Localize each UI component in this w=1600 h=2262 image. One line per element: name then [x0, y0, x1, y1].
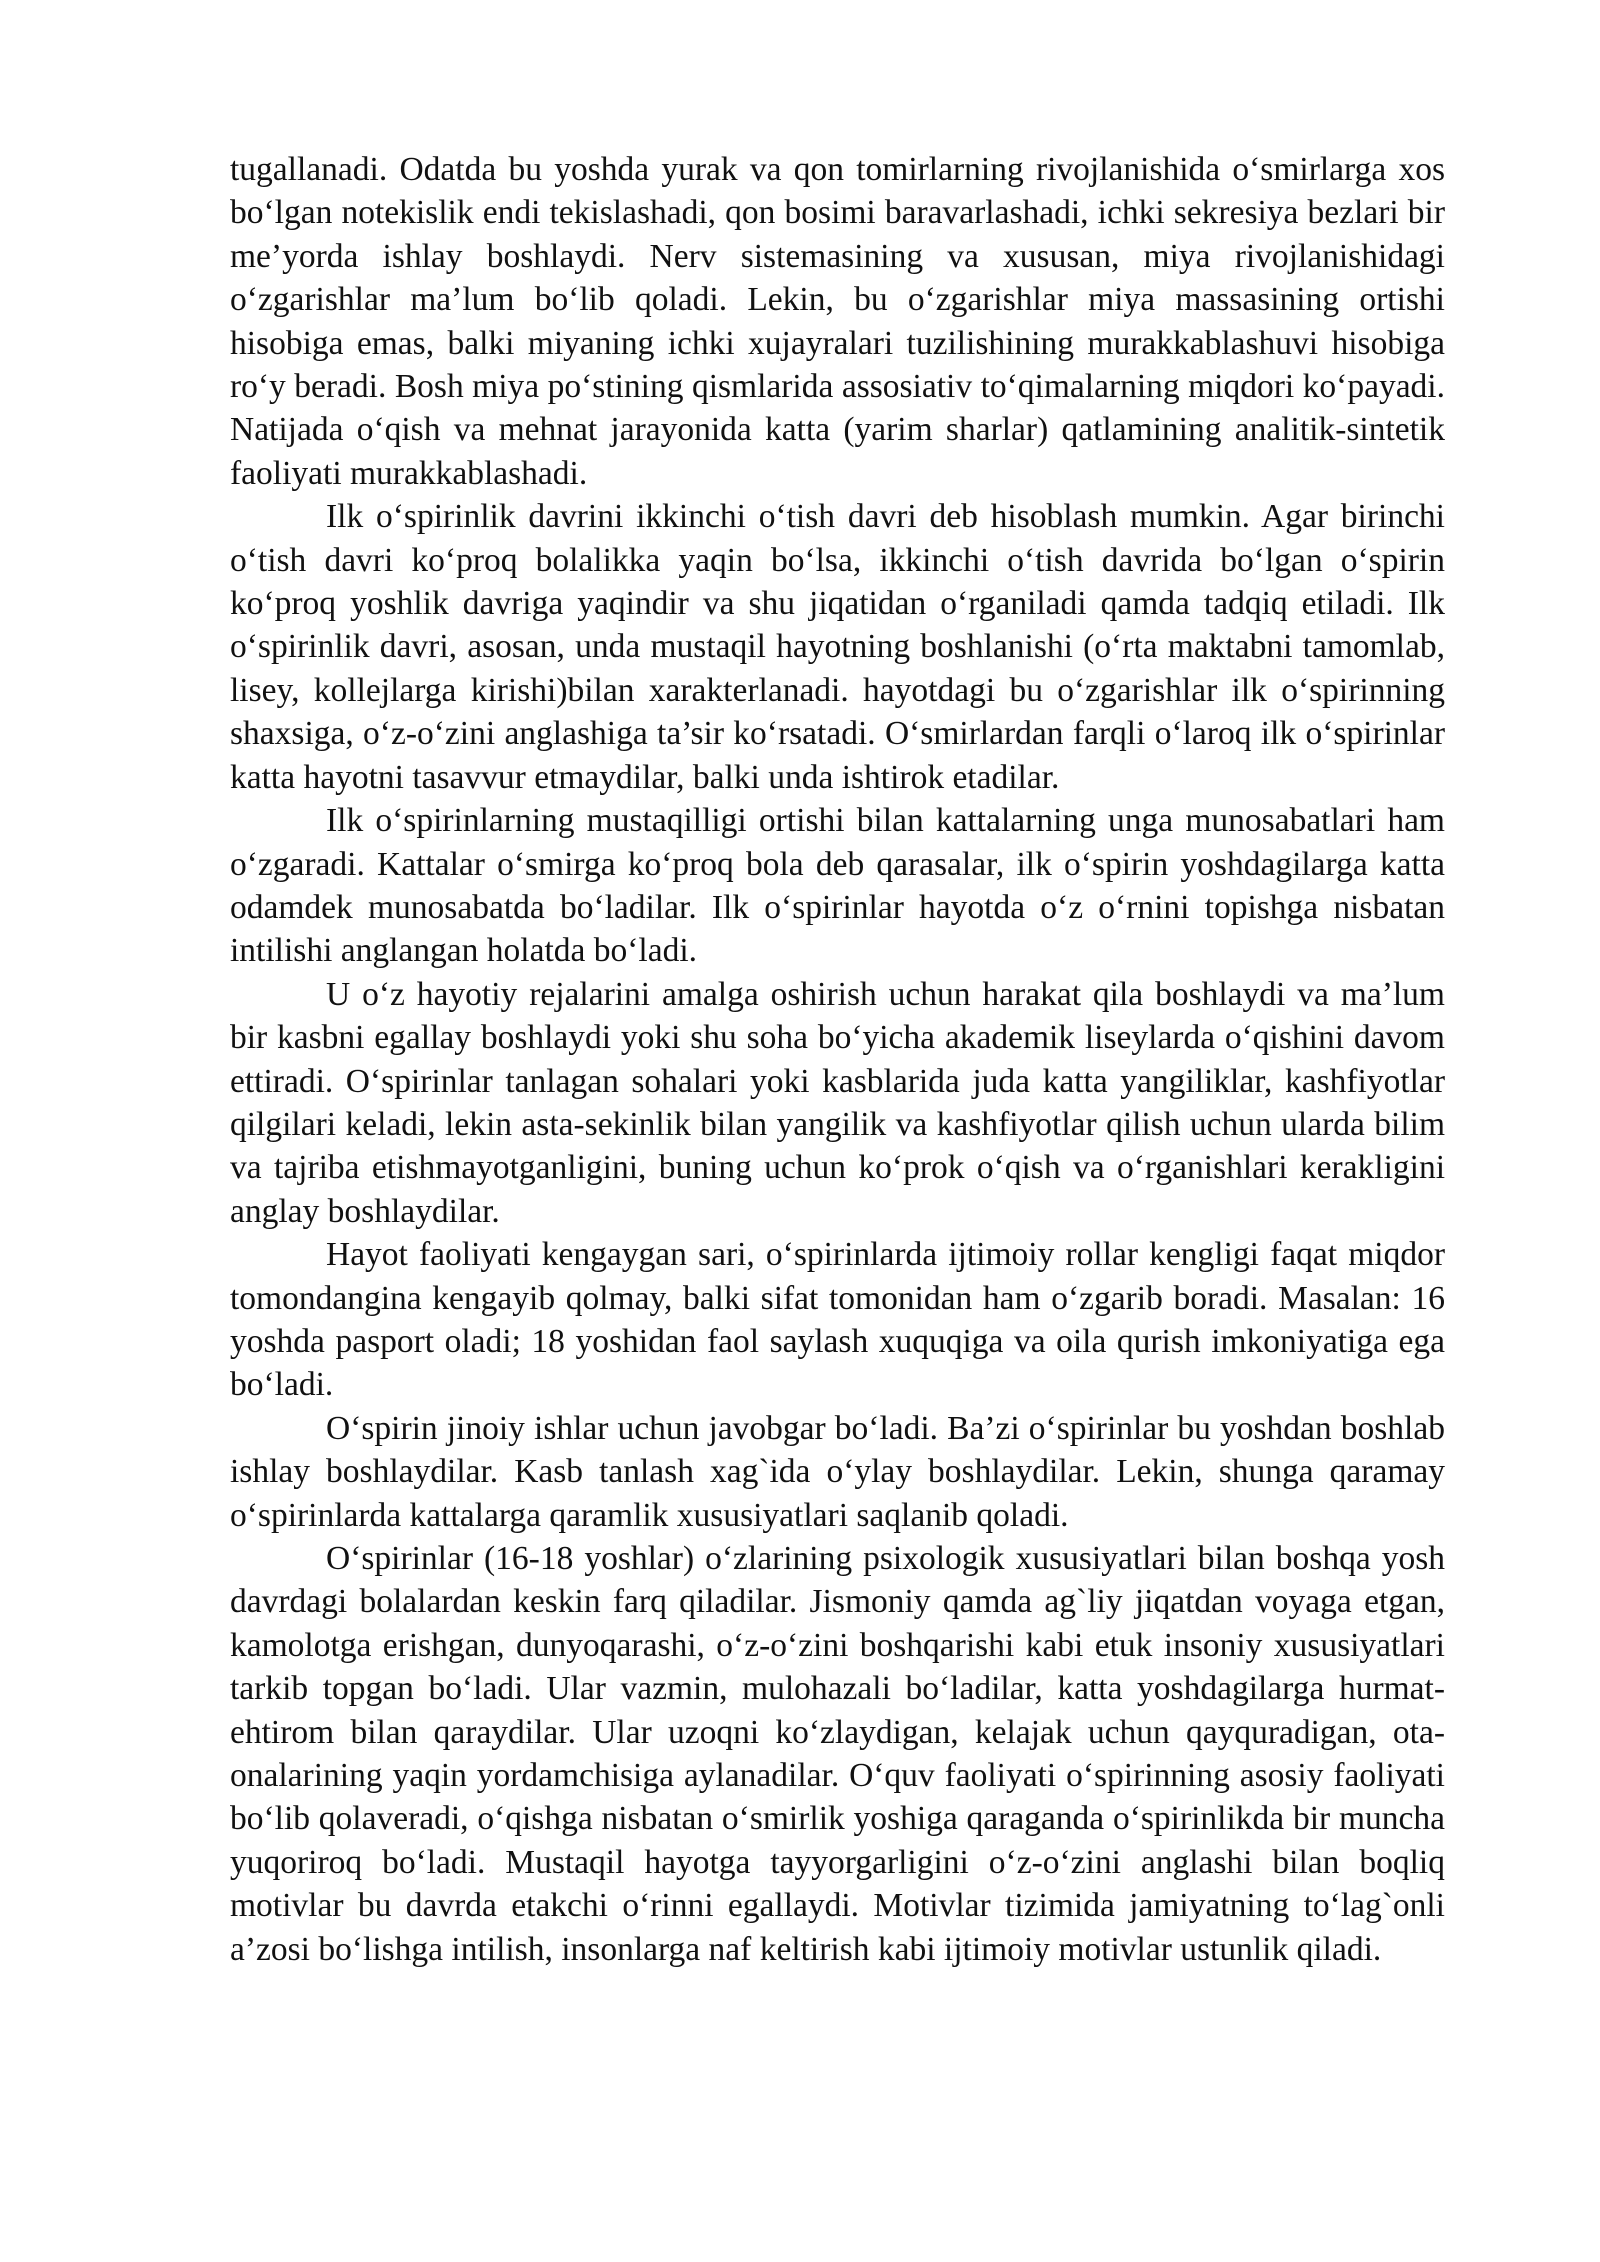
paragraph-4: U o‘z hayotiy rejalarini amalga oshirish uchun harakat qila boshlaydi va ma’lum bir kasbni egallay boshlaydi yoki shu soha bo‘yicha akademik liseylarda o‘qishini davom ettiradi. O‘spirinlar tanlagan sohalari yoki kasblarida juda katta yangiliklar, kashfiyotlar qilgilari keladi, lekin asta-sekinlik bilan yangilik va kashfiyotlar qilish uchun ularda bilim va tajriba etishmayotganligini, buning uchun ko‘prok o‘qish va o‘rganishlari kerakligini anglay boshlaydilar. — [230, 975, 1445, 1230]
document-page — [230, 148, 1445, 1971]
paragraph-5: Hayot faoliyati kengaygan sari, o‘spirinlarda ijtimoiy rollar kengligi faqat miqdor tomondangina kengayib qolmay, balki sifat tomonidan ham o‘zgarib boradi. Masalan: 16 yoshda pasport oladi; 18 yoshidan faol saylash xuquqiga va oila qurish imkoniyatiga ega bo‘ladi. — [230, 1236, 1445, 1404]
paragraph-7: O‘spirinlar (16-18 yoshlar) o‘zlarining psixologik xususiyatlari bilan boshqa yosh davrdagi bolalardan keskin farq qiladilar. Jismoniy qamda ag`liy jiqatdan voyaga etgan, kamolotga erishgan, dunyoqarashi, o‘z-o‘zini boshqarishi kabi etuk insoniy xususiyatlari tarkib topgan bo‘ladi. Ular vazmin, mulohazali bo‘ladilar, katta yoshdagilarga hurmat-ehtirom bilan qaraydilar. Ular uzoqni ko‘zlaydigan, kelajak uchun qayquradigan, ota-onalarining yaqin yordamchisiga aylanadilar. O‘quv faoliyati o‘spirinning asosiy faoliyati bo‘lib qolaveradi, o‘qishga nisbatan o‘smirlik yoshiga qaraganda o‘spirinlikda bir muncha yuqoriroq bo‘ladi. Mustaqil hayotga tayyorgarligini o‘z-o‘zini anglashi bilan boqliq motivlar bu davrda etakchi o‘rinni egallaydi. Motivlar tizimida jamiyatning to‘lag`onli a’zosi bo‘lishga intilish, insonlarga naf keltirish kabi ijtimoiy motivlar ustunlik qiladi. — [230, 1540, 1445, 1968]
paragraph-2: Ilk o‘spirinlik davrini ikkinchi o‘tish davri deb hisoblash mumkin. Agar birinchi o‘tish davri ko‘proq bolalikka yaqin bo‘lsa, ikkinchi o‘tish davrida bo‘lgan o‘spirin ko‘proq yoshlik davriga yaqindir va shu jiqatidan o‘rganiladi qamda tadqiq etiladi. Ilk o‘spirinlik davri, asosan, unda mustaqil hayotning boshlanishi (o‘rta maktabni tamomlab, lisey, kollejlarga kirishi)bilan xarakterlanadi. hayotdagi bu o‘zgarishlar ilk o‘spirinning shaxsiga, o‘z-o‘zini anglashiga ta’sir ko‘rsatadi. O‘smirlardan farqli o‘laroq ilk o‘spirinlar katta hayotni tasavvur etmaydilar, balki unda ishtirok etadilar. — [230, 498, 1445, 796]
paragraph-6: O‘spirin jinoiy ishlar uchun javobgar bo‘ladi. Ba’zi o‘spirinlar bu yoshdan boshlab ishlay boshlaydilar. Kasb tanlash xag`ida o‘ylay boshlaydilar. Lekin, shunga qaramay o‘spirinlarda kattalarga qaramlik xususiyatlari saqlanib qoladi. — [230, 1409, 1445, 1534]
paragraph-3: Ilk o‘spirinlarning mustaqilligi ortishi bilan kattalarning unga munosabatlari ham o‘zgaradi. Kattalar o‘smirga ko‘proq bola deb qarasalar, ilk o‘spirin yoshdagilarga katta odamdek munosabatda bo‘ladilar. Ilk o‘spirinlar hayotda o‘z o‘rnini topishga nisbatan intilishi anglangan holatda bo‘ladi. — [230, 802, 1445, 970]
paragraph-1: tugallanadi. Odatda bu yoshda yurak va qon tomirlarning rivojlanishida o‘smirlarga xos bo‘lgan notekislik endi tekislashadi, qon bosimi baravarlashadi, ichki sekresiya bezlari bir me’yorda ishlay boshlaydi. Nerv sistemasining va xususan, miya rivojlanishidagi o‘zgarishlar ma’lum bo‘lib qoladi. Lekin, bu o‘zgarishlar miya massasining ortishi hisobiga emas, balki miyaning ichki xujayralari tuzilishining murakkablashuvi hisobiga ro‘y beradi. Bosh miya po‘stining qismlarida assosiativ to‘qimalarning miqdori ko‘payadi. Natijada o‘qish va mehnat jarayonida katta (yarim sharlar) qatlamining analitik-sintetik faoliyati murakkablashadi. — [230, 151, 1445, 492]
